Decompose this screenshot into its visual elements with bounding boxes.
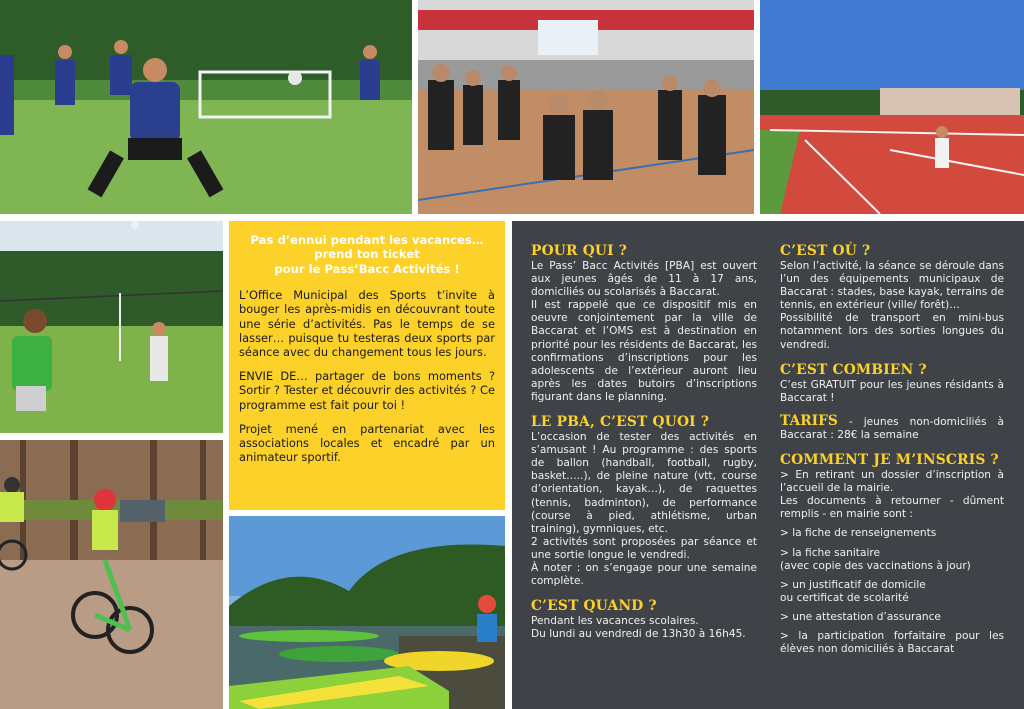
intro-paragraph: L’Office Municipal des Sports t’invite à bouger les après-midis en découvrant toute une série d’activités. Pas le temps de se lasser… puisque tu testeras deux sports par séance avec du changement tous les jours. [239, 288, 495, 360]
football-photo [0, 0, 412, 214]
section-ou [780, 243, 1004, 352]
info-column-right [780, 243, 1004, 666]
info-box [512, 221, 1024, 709]
document-item: > un justificatif de domicile ou certificat de scolarité [780, 578, 926, 604]
document-item: > la fiche de renseignements [780, 527, 937, 540]
intro-headline-line: pour le Pass’Bacc Activités ! [274, 261, 460, 276]
section-title: C’EST OÙ ? [780, 243, 871, 259]
document-item: > la fiche sanitaire (avec copie des vaccinations à jour) [780, 546, 971, 572]
documents-list [780, 527, 1004, 656]
section-text: Du lundi au vendredi de 13h30 à 16h45. [531, 628, 746, 641]
intro-headline [239, 233, 495, 276]
section-text: À noter : on s’engage pour une semaine complète. [531, 561, 757, 588]
section-title: LE PBA, C’EST QUOI ? [531, 414, 710, 431]
section-title: TARIFS [780, 412, 838, 429]
section-text: Il est rappelé que ce dispositif mis en oeuvre conjointement par la ville de Baccarat et l’OMS est à destination en priorité pour les résidents de Baccarat, les confirmations d’inscriptions pour les adolescents de l’extérieur auront lieu après les dates butoirs d’inscriptions figurant dans le planning. [531, 299, 757, 403]
info-column-left [531, 243, 757, 651]
gym-photo [418, 0, 754, 214]
intro-paragraph: ENVIE DE… partager de bons moments ? Sortir ? Tester et découvrir des activités ? Ce programme est fait pour toi ! [239, 369, 495, 412]
tennis-photo [760, 0, 1024, 214]
section-text: > En retirant un dossier d’inscription à l’accueil de la mairie. [780, 469, 1004, 495]
kayak-photo [229, 516, 505, 709]
intro-box [229, 221, 505, 510]
section-text: Les documents à retourner - dûment remplis - en mairie sont : [780, 495, 1004, 521]
section-title: C’EST QUAND ? [531, 598, 657, 615]
section-text: Possibilité de transport en mini-bus notamment lors des sorties longues du vendredi. [780, 312, 1004, 351]
section-text: Selon l’activité, la séance se déroule dans l’un des équipements municipaux de Baccarat : stades, base kayak, terrains de tennis, en extérieur (ville/ forêt)… [780, 260, 1004, 312]
section-title: C’EST COMBIEN ? [780, 361, 927, 378]
section-quand [531, 598, 757, 641]
section-title: COMMENT JE M’INSCRIS ? [780, 452, 999, 469]
section-combien [780, 362, 1004, 405]
intro-headline-line: Pas d’ennui pendant les vacances… [250, 233, 484, 247]
section-tarifs [780, 412, 1004, 442]
document-item: > une attestation d’assurance [780, 610, 941, 623]
volleyball-photo [0, 221, 223, 433]
bike-photo [0, 440, 223, 709]
section-le-pba [531, 414, 757, 588]
section-text: - jeunes non-domiciliés à Baccarat : 28€ la semaine [780, 415, 1004, 441]
section-text: C’est GRATUIT pour les jeunes résidants à Baccarat ! [780, 378, 1004, 404]
intro-headline-line: prend ton ticket [314, 247, 420, 262]
section-title: POUR QUI ? [531, 243, 628, 259]
section-text: Le Pass’ Bacc Activités [PBA] est ouvert aux jeunes âgés de 11 à 17 ans, domiciliés ou scolarisés à Baccarat. [531, 260, 757, 299]
section-text: L’occasion de tester des activités en s’amusant ! Au programme : des sports de ballon (handball, football, rugby, basket…..), de pleine nature (vtt, course d’orientation, kayak…), de raquettes (tennis, badminton), de performance (course à pied, athlétisme, urban training), gymniques, etc. [531, 431, 757, 535]
section-pour-qui [531, 243, 757, 404]
section-text: Pendant les vacances scolaires. [531, 615, 699, 628]
intro-paragraph: Projet mené en partenariat avec les associations locales et encadré par un animateur sportif. [239, 421, 495, 465]
section-inscris [780, 452, 1004, 656]
document-item: > la participation forfaitaire pour les élèves non domiciliés à Baccarat [780, 629, 1004, 656]
section-text: 2 activités sont proposées par séance et une sortie longue le vendredi. [531, 535, 757, 561]
